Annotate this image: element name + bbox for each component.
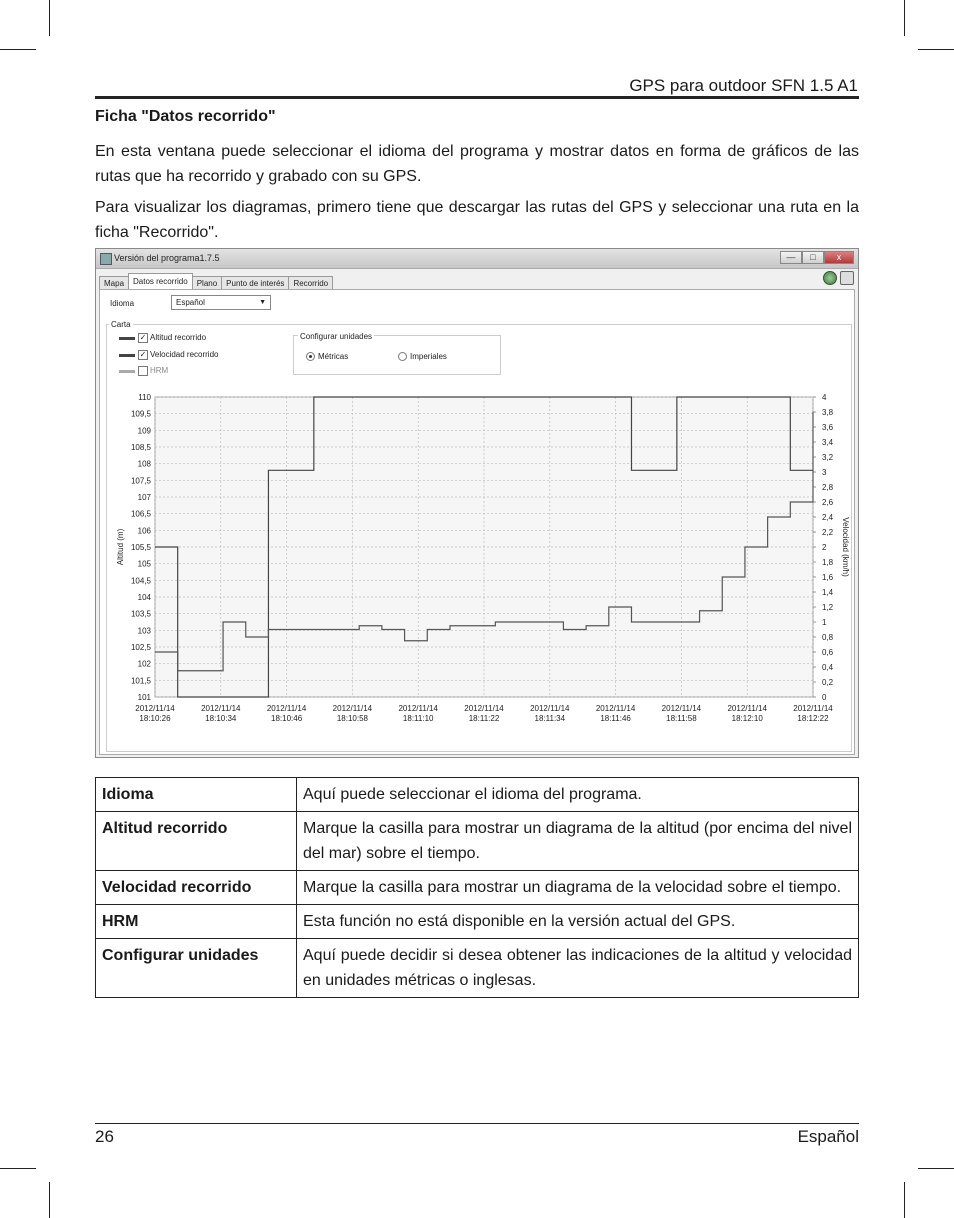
crop-mark <box>49 1182 50 1218</box>
window-title: Versión del programa1.7.5 <box>114 253 220 263</box>
legend-hrm[interactable] <box>119 366 168 378</box>
info-table-body <box>96 778 859 998</box>
x-tick-time: 18:11:34 <box>534 714 566 723</box>
x-tick-date: 2012/11/14 <box>464 704 504 713</box>
table-row <box>96 939 859 998</box>
crop-mark <box>918 49 954 50</box>
y-tick-label: 109 <box>137 426 151 436</box>
table-description: Aquí puede seleccionar el idioma del programa. <box>297 778 859 812</box>
tab-plano[interactable]: Plano <box>192 276 222 290</box>
x-tick-date: 2012/11/14 <box>135 704 175 713</box>
units-label: Configurar unidades <box>300 332 373 341</box>
header-rule <box>95 96 859 99</box>
language-select[interactable] <box>171 295 271 310</box>
y2-tick-label: 1,6 <box>822 573 834 582</box>
tab-recorrido[interactable]: Recorrido <box>288 276 333 290</box>
app-icon <box>100 253 112 265</box>
y2-tick-label: 3,8 <box>822 408 834 417</box>
y-tick-label: 105 <box>137 559 151 569</box>
crop-mark <box>918 1168 954 1169</box>
y-tick-label: 104 <box>137 593 151 602</box>
chevron-down-icon: ▼ <box>259 299 266 306</box>
route-chart <box>103 385 853 753</box>
x-tick-time: 18:10:34 <box>205 714 237 723</box>
y-tick-label: 102 <box>137 659 151 669</box>
y-tick-label: 110 <box>138 393 151 402</box>
table-row <box>96 778 859 812</box>
x-tick-date: 2012/11/14 <box>727 704 767 713</box>
y2-tick-label: 2,8 <box>822 483 834 492</box>
units-group <box>293 332 501 375</box>
table-term: Velocidad recorrido <box>96 871 297 905</box>
y-tick-label: 106,5 <box>130 509 151 519</box>
altitud-checkbox[interactable]: ✓ <box>139 333 147 342</box>
velocidad-checkbox[interactable]: ✓ <box>139 350 147 359</box>
legend-line <box>119 354 135 357</box>
tab-datos-recorrido[interactable]: Datos recorrido <box>128 273 193 290</box>
close-button[interactable]: x <box>824 251 854 264</box>
y-tick-label: 108 <box>137 459 151 469</box>
crop-mark <box>904 1182 905 1218</box>
y-tick-label: 101,5 <box>130 676 151 686</box>
x-tick-date: 2012/11/14 <box>661 704 702 713</box>
y2-tick-label: 3,4 <box>822 438 834 447</box>
table-description: Marque la casilla para mostrar un diagrama de la velocidad sobre el tiempo. <box>297 871 859 905</box>
y-tick-label: 109,5 <box>130 409 151 419</box>
x-tick-time: 18:10:26 <box>139 714 171 723</box>
y2-tick-label: 2,2 <box>822 528 834 537</box>
table-term: Idioma <box>96 778 297 812</box>
y-tick-label: 101 <box>137 693 151 702</box>
table-description: Marque la casilla para mostrar un diagrama de la altitud (por encima del nivel del mar) sobre el tiempo. <box>297 812 859 871</box>
hrm-checkbox[interactable] <box>138 366 148 376</box>
maximize-button[interactable]: □ <box>802 251 824 264</box>
table-row <box>96 871 859 905</box>
x-tick-date: 2012/11/14 <box>595 704 636 713</box>
x-tick-date: 2012/11/14 <box>266 704 307 713</box>
y2-tick-label: 1,4 <box>822 588 834 597</box>
x-tick-time: 18:12:22 <box>797 714 829 723</box>
tab-mapa[interactable]: Mapa <box>99 276 129 290</box>
table-description: Aquí puede decidir si desea obtener las indicaciones de la altitud y velocidad en unidades métricas o inglesas. <box>297 939 859 998</box>
chart-group-label: Carta <box>111 320 131 329</box>
table-row <box>96 905 859 939</box>
crop-mark <box>49 0 50 36</box>
datos-recorrido-panel <box>99 289 855 755</box>
save-icon[interactable] <box>840 271 854 285</box>
y2-axis-label: Velocidad (km/h) <box>841 517 850 577</box>
y2-tick-label: 1,8 <box>822 558 834 567</box>
radio-dot[interactable] <box>398 352 407 361</box>
y2-tick-label: 0,6 <box>822 648 834 657</box>
page-header: GPS para outdoor SFN 1.5 A1 <box>629 76 858 95</box>
x-tick-time: 18:10:58 <box>336 714 368 723</box>
y2-tick-label: 1 <box>822 618 827 627</box>
y-tick-label: 108,5 <box>130 443 151 452</box>
table-term: Altitud recorrido <box>96 812 297 871</box>
y-tick-label: 105,5 <box>130 543 151 552</box>
table-description: Esta función no está disponible en la versión actual del GPS. <box>297 905 859 939</box>
radio-imperiales[interactable] <box>398 352 447 361</box>
x-tick-time: 18:11:58 <box>666 714 697 723</box>
y-tick-label: 103,5 <box>130 609 151 619</box>
y-tick-label: 107 <box>137 493 151 502</box>
y2-tick-label: 4 <box>822 393 827 402</box>
crop-mark <box>0 49 36 50</box>
y-tick-label: 103 <box>137 626 151 636</box>
x-tick-date: 2012/11/14 <box>398 704 438 713</box>
intro-paragraph: En esta ventana puede seleccionar el idioma del programa y mostrar datos en forma de gráficos de las rutas que ha recorrido y grabado con su GPS. <box>95 143 859 185</box>
tab-punto-de-interes[interactable]: Punto de interés <box>221 276 289 290</box>
language-label: Idioma <box>110 299 135 308</box>
legend-label: Altitud recorrido <box>150 333 207 343</box>
radio-label: Imperiales <box>410 352 447 361</box>
y2-tick-label: 2,4 <box>822 513 834 522</box>
language-value: Español <box>176 298 205 307</box>
y2-tick-label: 1,2 <box>822 603 834 612</box>
y2-tick-label: 3 <box>822 468 827 477</box>
y2-tick-label: 0,4 <box>822 663 834 672</box>
legend-line <box>119 337 135 340</box>
radio-label: Métricas <box>318 352 349 361</box>
y2-tick-label: 0,8 <box>822 633 834 642</box>
radio-metricas[interactable] <box>306 352 348 361</box>
y2-tick-label: 2 <box>822 543 827 552</box>
toolbar <box>820 271 854 287</box>
y-tick-label: 106 <box>137 526 151 536</box>
y2-tick-label: 0 <box>822 693 827 702</box>
crop-mark <box>0 1168 36 1169</box>
legend-velocidad[interactable] <box>119 350 218 362</box>
x-tick-time: 18:12:10 <box>731 714 763 723</box>
y-axis-label: Altitud (m) <box>116 528 125 566</box>
x-tick-time: 18:11:46 <box>600 714 631 723</box>
x-tick-date: 2012/11/14 <box>530 704 570 713</box>
table-term: HRM <box>96 905 297 939</box>
title-bar <box>96 249 858 269</box>
legend-label: Velocidad recorrido <box>150 350 219 360</box>
x-tick-time: 18:11:22 <box>468 714 500 723</box>
crop-mark <box>904 0 905 36</box>
table-term: Configurar unidades <box>96 939 297 998</box>
y-tick-label: 104,5 <box>130 576 151 586</box>
table-row <box>96 812 859 871</box>
radio-dot[interactable] <box>306 352 315 361</box>
y2-tick-label: 2,6 <box>822 498 834 507</box>
y-tick-label: 102,5 <box>130 643 151 652</box>
section-title: Ficha "Datos recorrido" <box>95 108 276 125</box>
minimize-button[interactable]: — <box>780 251 802 264</box>
x-tick-date: 2012/11/14 <box>793 704 833 713</box>
y-tick-label: 107,5 <box>130 476 151 486</box>
info-table <box>95 777 859 998</box>
x-tick-time: 18:10:46 <box>271 714 303 723</box>
x-tick-date: 2012/11/14 <box>332 704 373 713</box>
legend-label: HRM <box>150 366 169 376</box>
footer-rule <box>95 1123 859 1124</box>
page-number: 26 <box>95 1127 114 1146</box>
footer-language: Español <box>797 1127 859 1146</box>
legend-altitud[interactable] <box>119 333 206 345</box>
x-tick-time: 18:11:10 <box>402 714 434 723</box>
legend-line <box>119 370 135 373</box>
refresh-icon[interactable] <box>823 271 837 285</box>
y2-tick-label: 3,6 <box>822 423 834 432</box>
instruction-paragraph: Para visualizar los diagramas, primero tiene que descargar las rutas del GPS y seleccionar una ruta en la ficha "Recorrido". <box>95 199 859 241</box>
x-tick-date: 2012/11/14 <box>201 704 241 713</box>
y2-tick-label: 0,2 <box>822 678 834 687</box>
tab-bar <box>99 273 332 289</box>
app-window <box>95 248 859 758</box>
y2-tick-label: 3,2 <box>822 453 834 462</box>
